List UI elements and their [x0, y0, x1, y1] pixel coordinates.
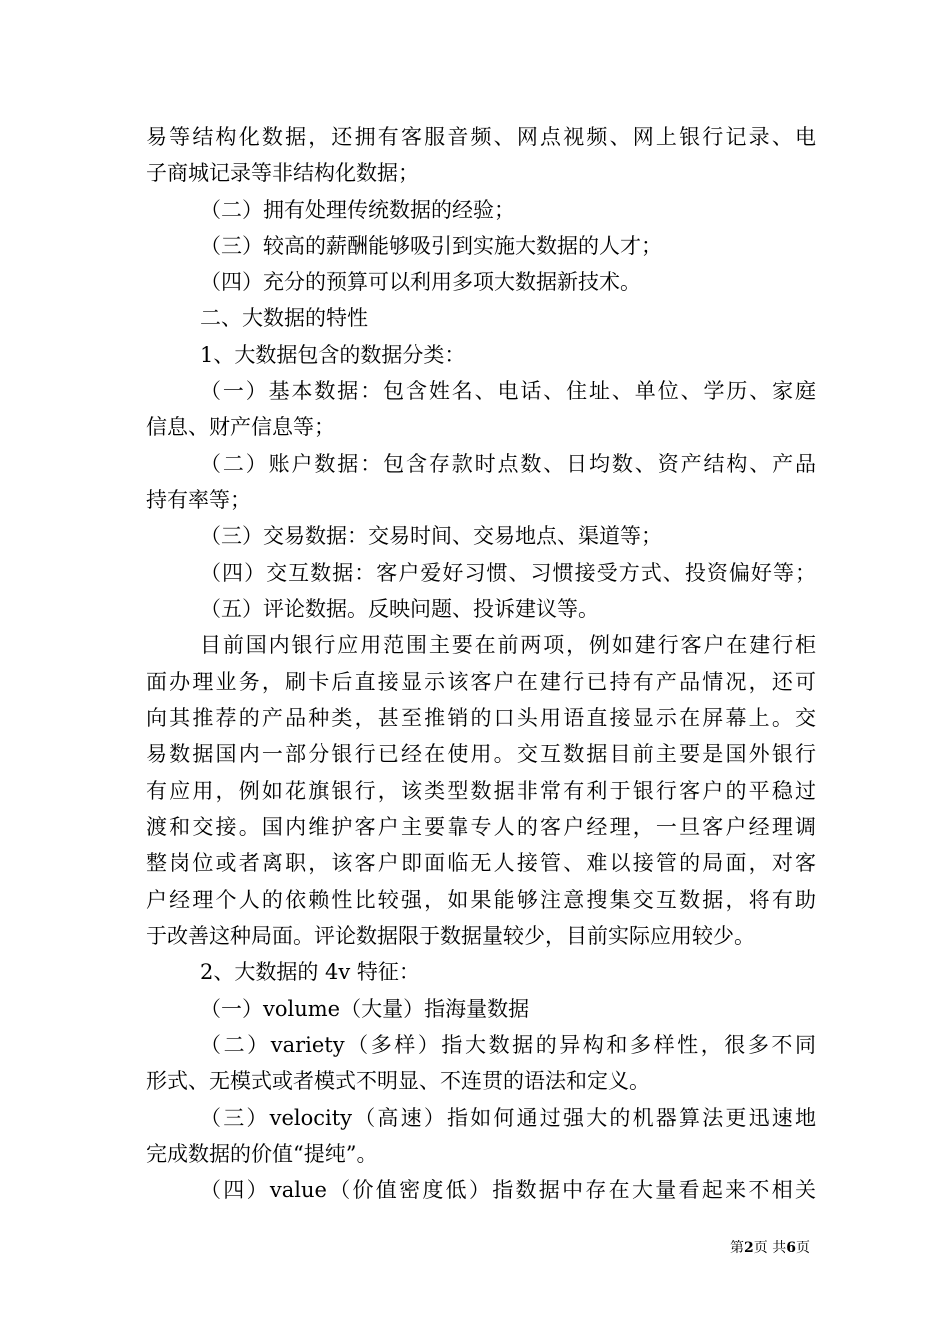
paragraph-line: （二）账户数据：包含存款时点数、日均数、资产结构、产品 — [200, 452, 816, 476]
paragraph-line: 于改善这种局面。评论数据限于数据量较少，目前实际应用较少。 — [146, 924, 755, 948]
footer-middle: 页 共 — [753, 1240, 787, 1256]
paragraph-line: （五）评论数据。反映问题、投诉建议等。 — [200, 597, 599, 621]
paragraph-line: 向其推荐的产品种类，甚至推销的口头用语直接显示在屏幕上。交 — [146, 706, 816, 730]
page-footer — [700, 1238, 810, 1258]
paragraph-line: 有应用，例如花旗银行，该类型数据非常有利于银行客户的平稳过 — [146, 779, 816, 803]
paragraph-line: （四）充分的预算可以利用多项大数据新技术。 — [200, 270, 641, 294]
paragraph-line: （四）交互数据：客户爱好习惯、习惯接受方式、投资偏好等； — [200, 561, 816, 585]
footer-prefix: 第 — [730, 1240, 745, 1256]
paragraph-line: （一）volume（大量）指海量数据 — [200, 997, 530, 1021]
paragraph-line: 信息、财产信息等； — [146, 415, 335, 439]
current-page-number: 2 — [744, 1240, 754, 1256]
subsection-heading: 1、大数据包含的数据分类： — [200, 343, 466, 367]
paragraph-line: （二）拥有处理传统数据的经验； — [200, 198, 515, 222]
paragraph-line: （一）基本数据：包含姓名、电话、住址、单位、学历、家庭 — [200, 379, 816, 403]
subsection-heading: 2、大数据的 4v 特征： — [200, 960, 420, 984]
paragraph-line: 面办理业务，刷卡后直接显示该客户在建行已持有产品情况，还可 — [146, 670, 816, 694]
paragraph-line: 户经理个人的依赖性比较强，如果能够注意搜集交互数据，将有助 — [146, 888, 816, 912]
paragraph-line: 子商城记录等非结构化数据； — [146, 161, 419, 185]
paragraph-line: 易等结构化数据，还拥有客服音频、网点视频、网上银行记录、电 — [146, 125, 816, 149]
paragraph-line: （三）交易数据：交易时间、交易地点、渠道等； — [200, 524, 662, 548]
paragraph-line: 持有率等； — [146, 488, 251, 512]
paragraph-line: 完成数据的价值“提纯”。 — [146, 1142, 378, 1166]
paragraph-line: （四）value（价值密度低）指数据中存在大量看起来不相关 — [200, 1178, 816, 1202]
paragraph-line: 渡和交接。国内维护客户主要靠专人的客户经理，一旦客户经理调 — [146, 815, 816, 839]
footer-suffix: 页 — [796, 1240, 810, 1256]
section-heading: 二、大数据的特性 — [200, 306, 368, 330]
paragraph-line: （二）variety（多样）指大数据的异构和多样性，很多不同 — [200, 1033, 816, 1057]
paragraph-line: 目前国内银行应用范围主要在前两项，例如建行客户在建行柜 — [200, 633, 816, 657]
paragraph-line: （三）velocity（高速）指如何通过强大的机器算法更迅速地 — [200, 1106, 816, 1130]
total-page-count: 6 — [786, 1240, 796, 1256]
paragraph-line: （三）较高的薪酬能够吸引到实施大数据的人才； — [200, 234, 662, 258]
paragraph-line: 易数据国内一部分银行已经在使用。交互数据目前主要是国外银行 — [146, 742, 816, 766]
paragraph-line: 整岗位或者离职，该客户即面临无人接管、难以接管的局面，对客 — [146, 851, 816, 875]
paragraph-line: 形式、无模式或者模式不明显、不连贯的语法和定义。 — [146, 1069, 650, 1093]
